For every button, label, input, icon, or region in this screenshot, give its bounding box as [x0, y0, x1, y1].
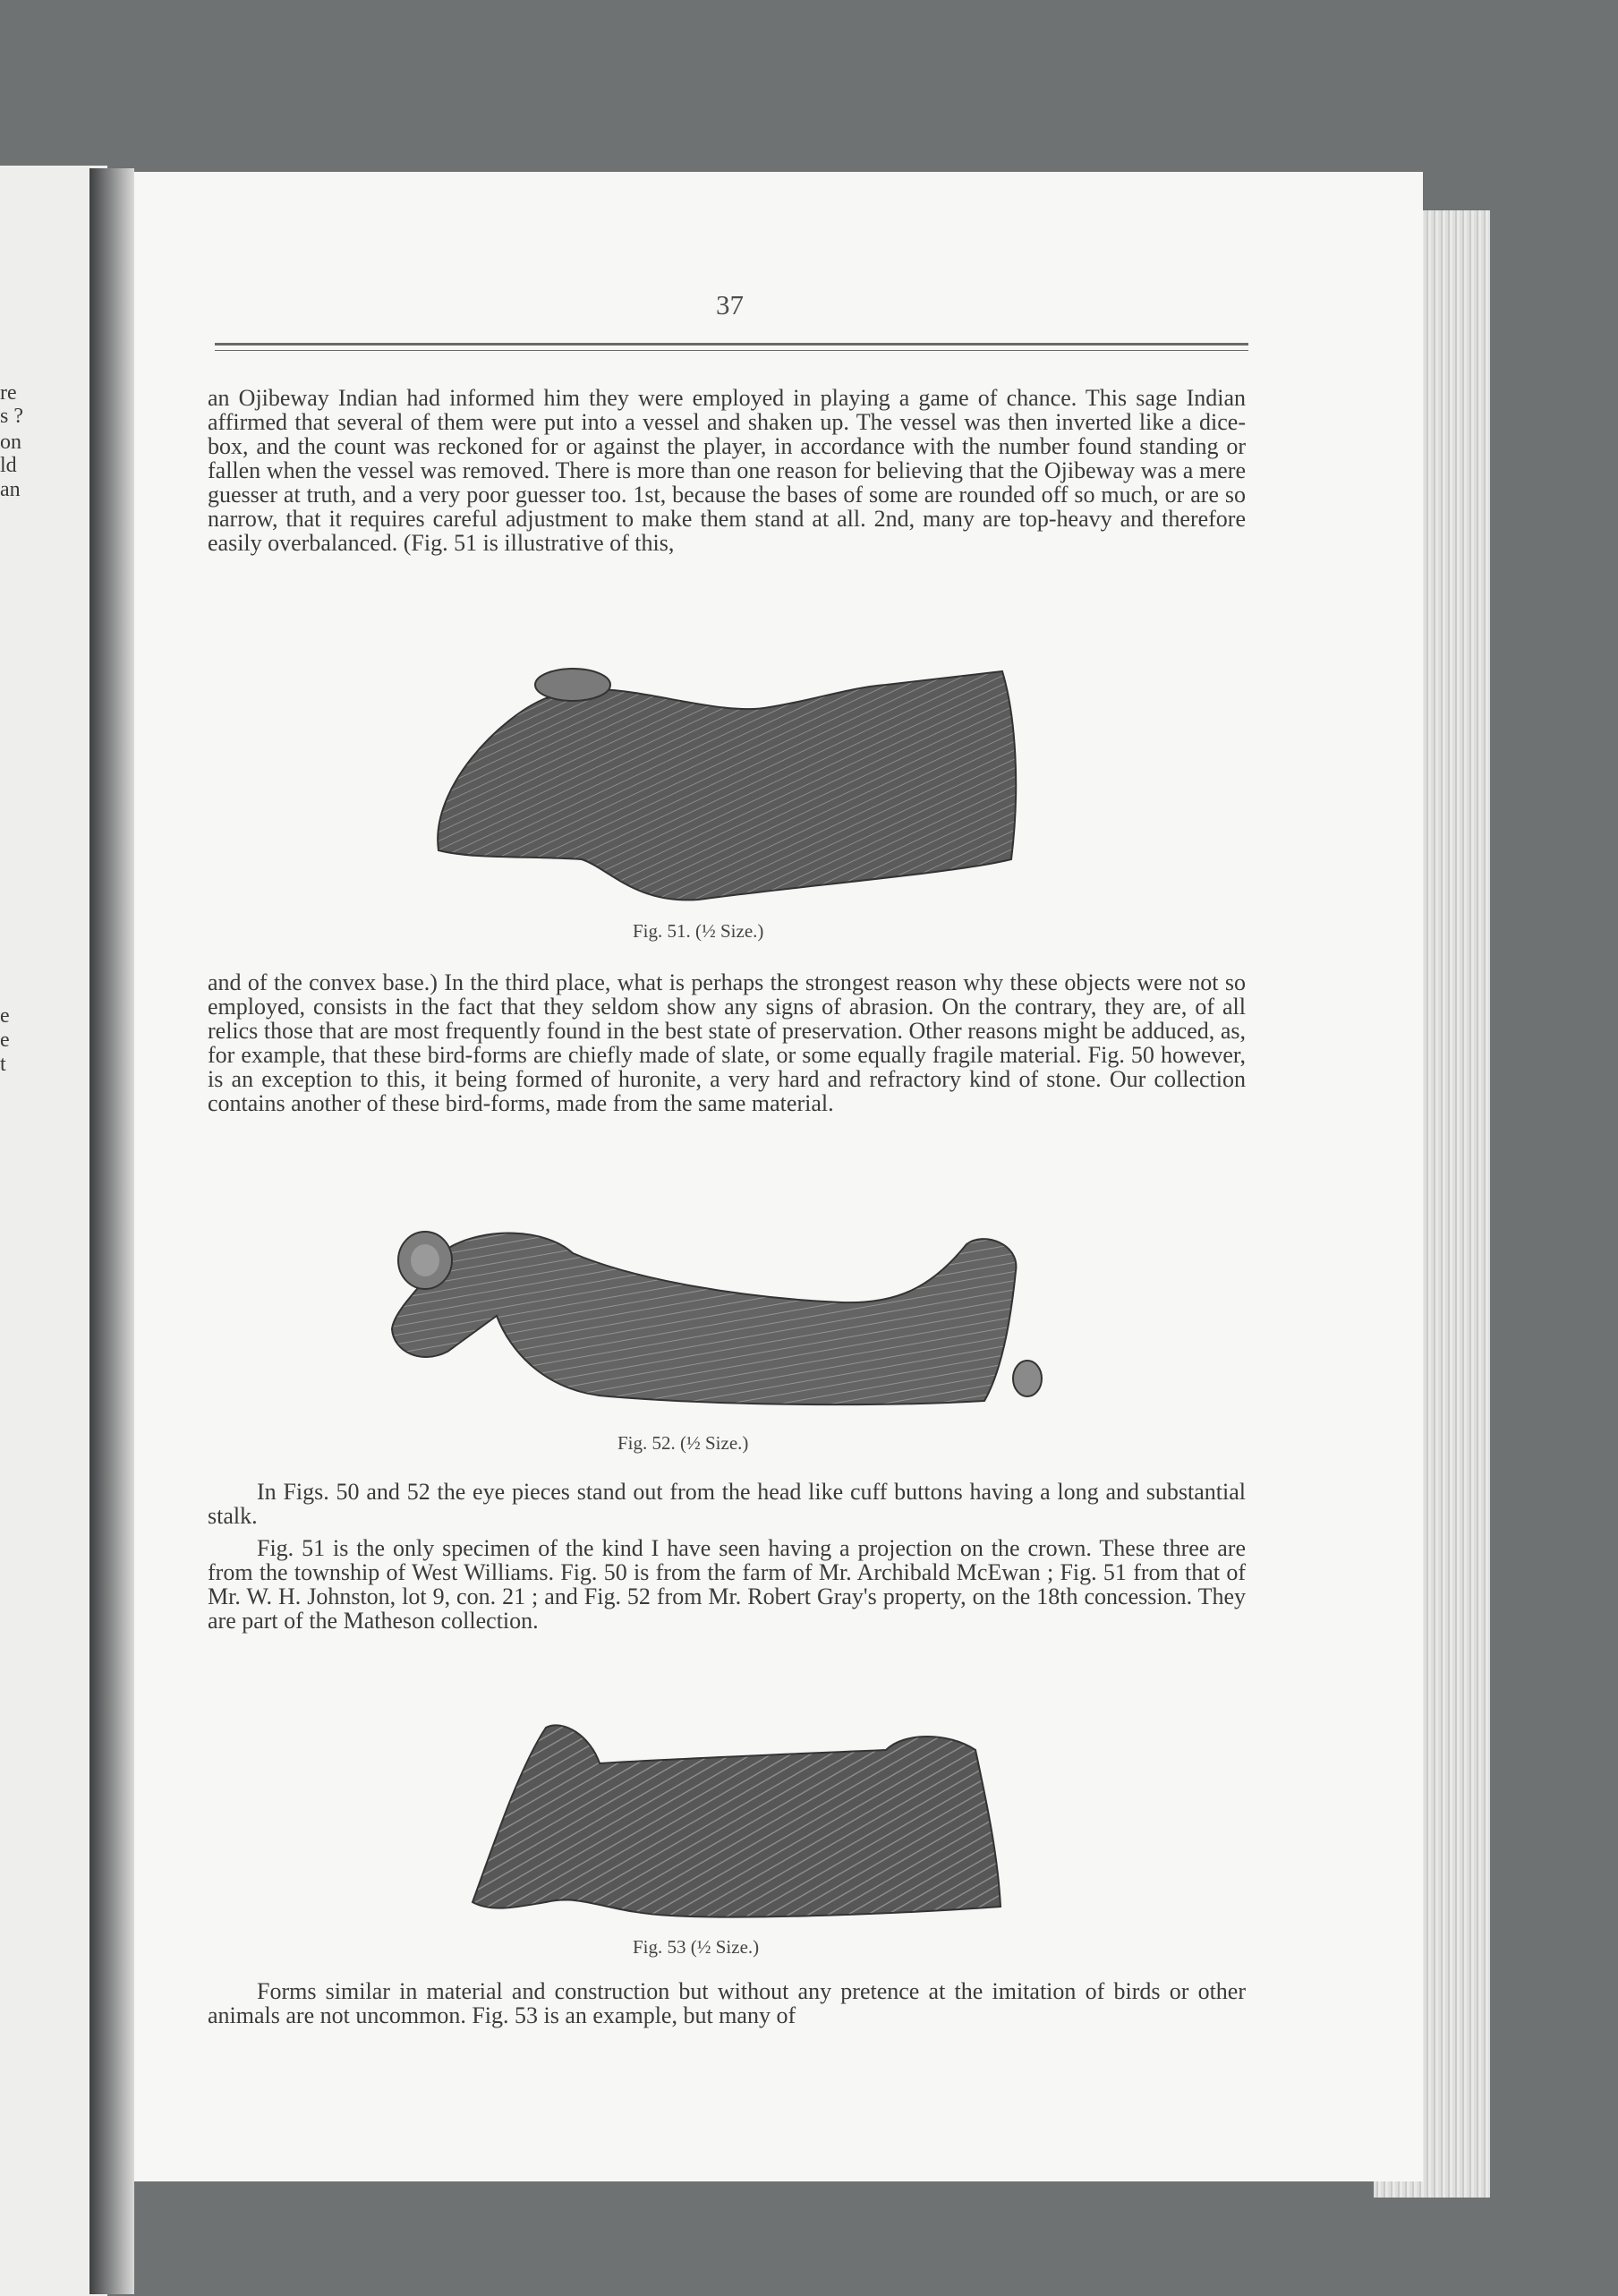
paragraph-2: and of the convex base.) In the third place, what is perhaps the strongest reason why these objects were not so employed, consists in the fact that they seldom show any signs of abrasion. On the contrary, they are, of all relics those that are most frequently found in the best state of preservation. Other reasons might be adduced, as, for example, that these bird-forms are chiefly made of slate, or some equally fragile material. Fig. 50 however, is an exception to this, it being formed of huronite, a very hard and refractory kind of stone. Our collection contains another of these bird-forms, made from the same material.	[208, 969, 1246, 1116]
margin-fragment: on	[0, 431, 21, 454]
page-number: 37	[716, 289, 744, 320]
fig-51-illustration	[421, 644, 1029, 913]
fig-51-caption: Fig. 51. (½ Size.)	[633, 920, 764, 942]
header-rule-thick	[215, 343, 1248, 346]
margin-fragment: s ?	[0, 405, 23, 428]
margin-fragment: e	[0, 1004, 10, 1028]
paragraph-1: an Ojibeway Indian had informed him they were employed in playing a game of chance. This sage Indian affirmed that several of them were put into a vessel and shaken up. The vessel was then inverted like a dice-box, and the count was reckoned for or against the player, in accordance with the number found standing or fallen when the vessel was removed. There is more than one reason for believing that the Ojibeway was a mere guesser at truth, and a very poor guesser too. 1st, because the bases of some are rounded off so much, or are so narrow, that it requires careful adjustment to make them stand at all. 2nd, many are top-heavy and therefore easily overbalanced. (Fig. 51 is illustrative of this,	[208, 385, 1246, 556]
paragraph-4: Fig. 51 is the only specimen of the kind I have seen having a projection on the crown. These three are from the township of West Williams. Fig. 50 is from the farm of Mr. Archibald McEwan ; Fig. 51 from that of Mr. W. H. Johnston, lot 9, con. 21 ; and Fig. 52 from Mr. Robert Gray's property, on the 18th concession. They are part of the Matheson collection.	[208, 1535, 1246, 1634]
margin-fragment: t	[0, 1053, 6, 1076]
paragraph-3: In Figs. 50 and 52 the eye pieces stand out from the head like cuff buttons having a long and substantial stalk.	[208, 1479, 1246, 1529]
book-gutter	[89, 168, 134, 2294]
margin-fragment: ld	[0, 454, 17, 477]
margin-fragment: re	[0, 381, 17, 405]
fig-53-caption: Fig. 53 (½ Size.)	[633, 1936, 760, 1958]
fig-52-illustration	[340, 1217, 1110, 1423]
fig-52-caption: Fig. 52. (½ Size.)	[617, 1432, 749, 1454]
margin-fragment: an	[0, 478, 21, 501]
paragraph-5: Forms similar in material and construction but without any pretence at the imitation of birds or other animals are not uncommon. Fig. 53 is an example, but many of	[208, 1978, 1246, 2028]
margin-fragment: e	[0, 1029, 10, 1052]
fig-53-illustration	[465, 1714, 1002, 1929]
header-rule-thin	[215, 350, 1248, 351]
